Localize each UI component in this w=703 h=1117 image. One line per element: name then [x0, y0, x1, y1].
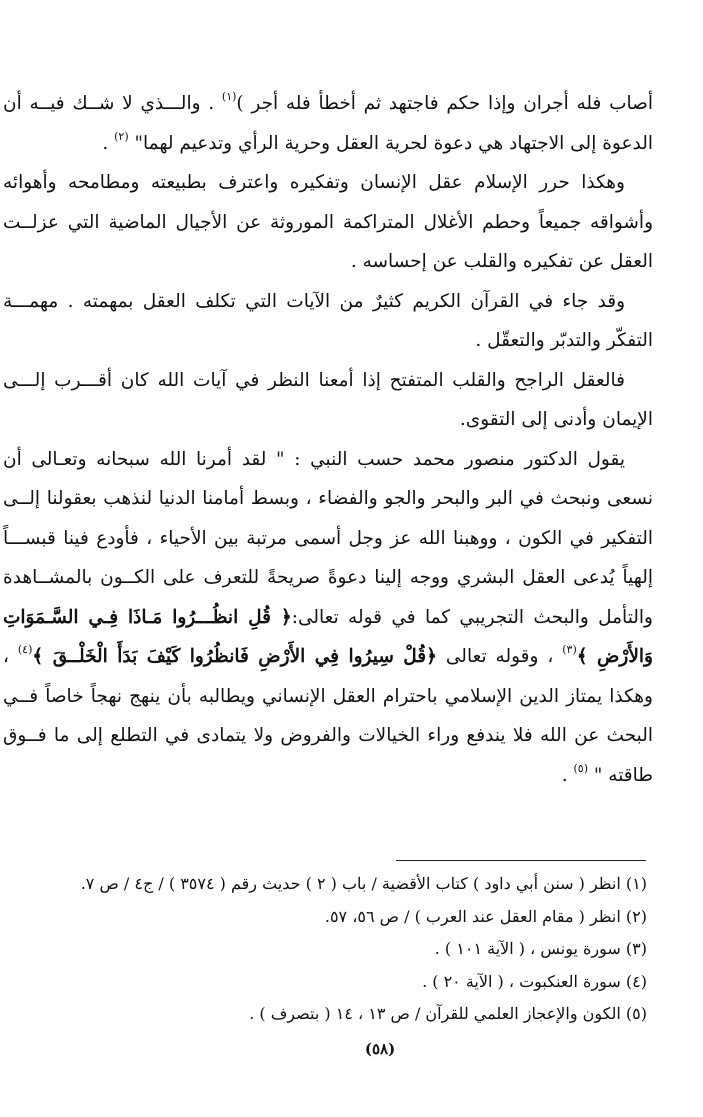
footnote-4: (٤) سورة العنكبوت ، ( الآية ٢٠ ) . — [422, 971, 647, 991]
footnote-ref-5: (٥) — [573, 761, 589, 775]
paragraph-5-text-a: يقول الدكتور منصور محمد حسب النبي : " لقد أمرنا الله سبحانه وتعـالى أن نسعى ونبحث في البر والبحر والجو والفضاء ، وبسط أمامنا الدنيا لنذهب بعقولنا إلــى التفكير في الكون ، ووهبنا الله عز وجل أسمى مرتبة بين الأحياء ، فأودع فينا قبســـاً إلهياً يُدعى العقل البشري ووجه إلينا دعوةً صريحةً للتعرف على الكــون بالمشــاهدة والتأمل والبحث التجريبي كما في قوله تعالى: — [3, 448, 653, 628]
paragraph-1-text-b: . والـــذي لا شــك فيــه أن الدعوة إلى الاجتهاد هي دعوة لحرية العقل وحرية الرأي وتدعيم لهما" — [3, 93, 653, 154]
paragraph-2-text: وهكذا حرر الإسلام عقل الإنسان وتفكيره واعترف بطبيعته ومطامحه وأهوائه وأشواقه جميعاً وحطم الأغلال المتراكمة الموروثة عن الأجيال الماضية التي عزلــت العقل عن تفكيره والقلب عن إحساسه . — [3, 172, 653, 272]
paragraph-3 — [3, 282, 653, 361]
quran-verse-2: ﴿قُلْ سِيرُوا فِي الأَرْضِ فَانظُرُوا كَيْفَ بَدَأَ الْخَلْــقَ ﴾ — [32, 646, 437, 667]
main-text — [3, 84, 653, 795]
paragraph-5-text-d: . — [561, 764, 574, 786]
paragraph-5-text-c: ، وهكذا يمتاز الدين الإسلامي باحترام العقل الإنساني ويطالبه بأن ينهج نهجاً خاصاً فــي البحث عن الله فلا يندفع وراء الخيالات والفروض ولا يتمادى في التطلع إلى ما فــوق طاقته " — [3, 646, 653, 786]
footnote-3: (٣) سورة يونس ، ( الآية ١٠١ ) . — [434, 939, 647, 958]
footnote-1: (١) انظر ( سنن أبي داود ) كتاب الأقضية / باب ( ٢ ) حديث رقم ( ٣٥٧٤ ) / ج٤ / ص ٧. — [80, 874, 647, 893]
paragraph-2 — [3, 163, 653, 282]
paragraph-1 — [3, 84, 653, 163]
footnote-separator — [396, 860, 646, 861]
footnote-5: (٥) الكون والإعجاز العلمي للقرآن / ص ١٣ ، ١٤ ( بتصرف ) . — [249, 1004, 647, 1023]
footnotes — [7, 868, 647, 1031]
paragraph-1-text-a: أصاب فله أجران وإذا حكم فاجتهد ثم أخطأ فله أجر ) — [236, 93, 654, 114]
footnote-ref-1: (١) — [221, 90, 237, 103]
paragraph-4-text: فالعقل الراجح والقلب المتفتح إذا أمعنا النظر في آيات الله كان أقـــرب إلـــى الإيمان وأدنى إلى التقوى. — [3, 369, 653, 430]
paragraph-3-text: وقد جاء في القرآن الكريم كثيرٌ من الآيات التي تكلف العقل بمهمته . مهمـــة التفكّر والتدبّر والتعقّل . — [3, 290, 653, 351]
paragraph-4 — [3, 361, 653, 440]
paragraph-5-text-b: ، وقوله تعالى — [436, 646, 563, 667]
footnote-ref-4: (٤) — [17, 643, 33, 656]
paragraph-5 — [3, 440, 653, 796]
footnote-ref-2: (٢) — [114, 129, 129, 143]
page-number: (٥٨) — [364, 1040, 396, 1058]
quran-verse-1: ﴿ قُلِ انظُـــرُوا مَـاذَا فِـي السَّـمَوَاتِ وَالأَرْضِ ﴾ — [3, 606, 653, 667]
paragraph-1-text-c: . — [102, 132, 115, 154]
footnote-ref-3: (٣) — [562, 643, 577, 656]
footnote-2: (٢) انظر ( مقام العقل عند العرب ) / ص ٥٦، ٥٧. — [324, 906, 647, 926]
